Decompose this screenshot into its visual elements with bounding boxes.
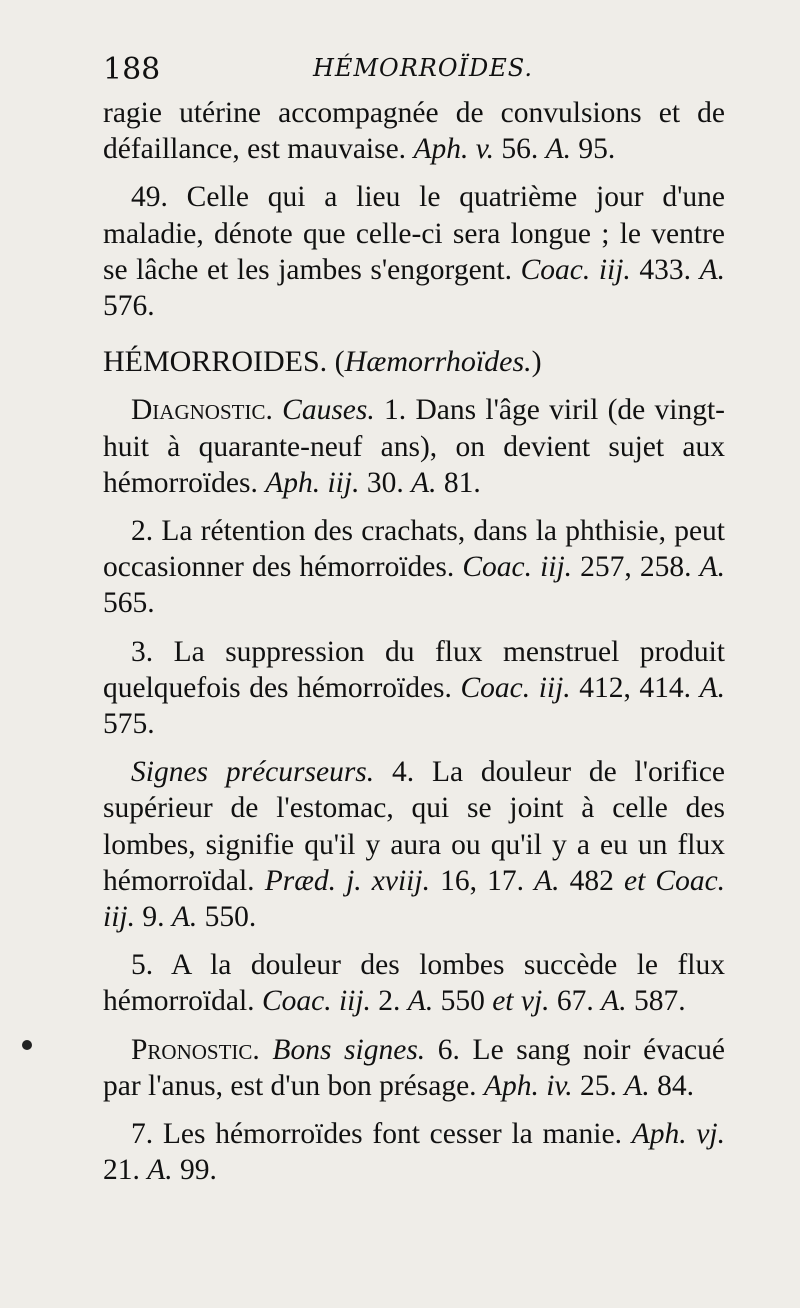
causes-label: Causes. <box>282 394 375 427</box>
paragraph-2: 2. La rétention des crachats, dans la phthisie, peut occasionner des hémorroïdes. Coac. iij. 257, 258. A. 565. <box>103 515 726 620</box>
section-title: HÉMORROIDES. (Hæmorrhoïdes.) <box>103 345 542 379</box>
running-title: HÉMORROÏDES. <box>313 54 533 82</box>
paragraph-49: 49. Celle qui a lieu le quatrième jour d'une maladie, dénote que celle-ci sera longue ; le ventre se lâche et les jambes s'engorgent. Coac. iij. 433. A. 576. <box>103 181 725 323</box>
page-header <box>103 52 703 92</box>
paragraph-3: 3. La suppression du flux menstruel produit quelquefois des hémorroïdes. Coac. iij. 412, 414. A. 575. <box>103 635 725 741</box>
pronostic-label: Pronostic. <box>131 1033 260 1066</box>
margin-ink-dot <box>22 1040 32 1050</box>
paragraph-6: Pronostic. Bons signes. 6. Le sang noir évacué par l'anus, est d'un bon présage. Aph. iv. 25. A. 84. <box>103 1033 725 1102</box>
continuation-paragraph: ragie utérine accompagnée de convulsions et de défaillance, est mauvaise. Aph. v. 56. A. 95. <box>103 97 725 166</box>
page-text <box>103 95 725 1188</box>
signes-precurseurs-label: Signes précurseurs. <box>131 756 375 789</box>
paragraph-5: 5. A la douleur des lombes succède le flux hémorroïdal. Coac. iij. 2. A. 550 et vj. 67. A. 587. <box>103 949 725 1018</box>
paragraph-1: Diagnostic. Causes. 1. Dans l'âge viril (de vingt-huit à quarante-neuf ans), on devient sujet aux hémorroïdes. Aph. iij. 30. A. 81. <box>103 394 726 499</box>
paragraph-7: 7. Les hémorroïdes font cesser la manie. Aph. vj. 21. A. 99. <box>103 1118 726 1187</box>
page-number: 188 <box>103 52 161 87</box>
paragraph-4: Signes précurseurs. 4. La douleur de l'orifice supérieur de l'estomac, qui se joint à celle des lombes, signifie qu'il y aura ou qu'il y a eu un flux hémorroïdal. Præd. j. xviij. 16, 17. A. 482 et Coac. iij. 9. A. 550. <box>103 756 726 934</box>
diagnostic-label: Diagnostic. <box>131 394 273 427</box>
bons-signes-label: Bons signes. <box>272 1033 426 1066</box>
